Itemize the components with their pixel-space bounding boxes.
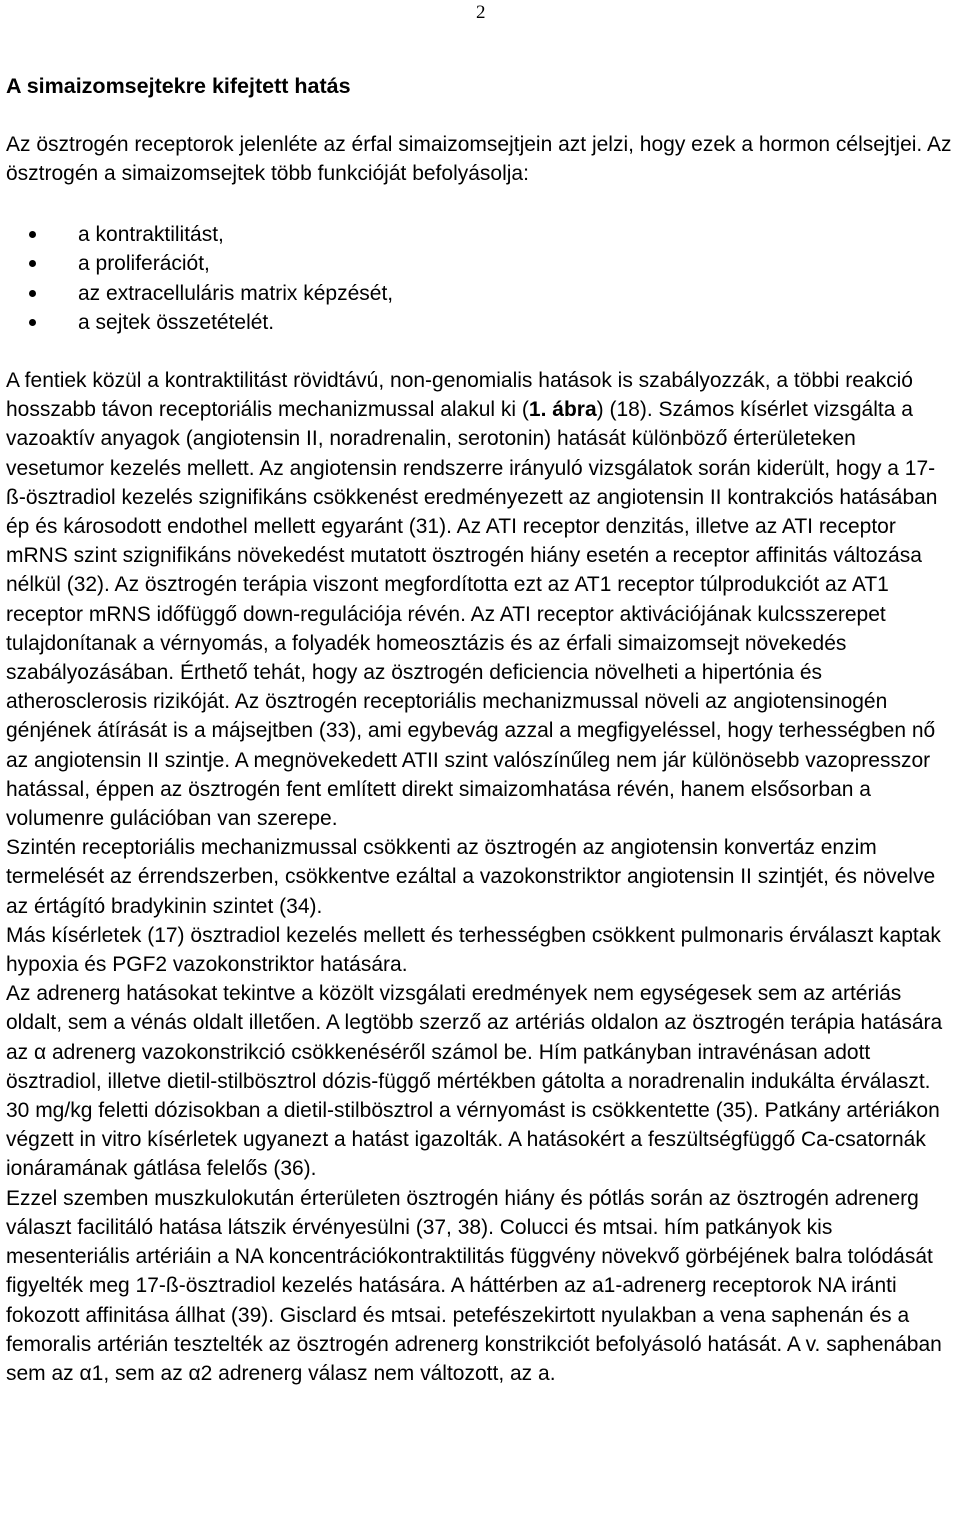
list-item-text: a sejtek összetételét. [78, 310, 275, 334]
list-item [6, 249, 393, 278]
bullet-icon [29, 260, 36, 267]
paragraph-muscular: Ezzel szemben muszkulokután érterületen ösztrogén hiány és pótlás során az ösztrogén adrenerg választ facilitáló hatása látszik érvényesülni (37, 38). Colucci és mtsai. hím patkányok kis mesenteriális artériáin a NA koncentrációkontraktilitás függvény növekvő görbéjének balra tolódását figyelték meg 17-ß-ösztradiol kezelés hatására. A háttérben az a1-adrenerg receptorok NA iránti fokozott affinitása állhat (39). Gisclard és mtsai. petefészekirtott nyulakban a vena saphenán és a femoralis artérián tesztelték az ösztrogén adrenerg konstrikciót befolyásoló hatását. A v. saphenában sem az α1, sem az α2 adrenerg válasz nem változott, az a. [6, 1186, 942, 1385]
paragraph-text: A fentiek közül a kontraktilitást rövidtávú, non-genomialis hatások is szabályozzák, a többi reakció hosszabb távon receptoriális mechanizmussal alakul ki ( [6, 369, 913, 422]
bullet-icon [29, 231, 36, 238]
section-heading: A simaizomsejtekre kifejtett hatás [6, 74, 351, 98]
list-item [6, 279, 393, 308]
body-text [6, 366, 958, 1388]
list-item-text: az extracelluláris matrix képzését, [78, 281, 394, 305]
intro-paragraph: Az ösztrogén receptorok jelenléte az érfal simaizomsejtjein azt jelzi, hogy ezek a hormon célsejtjei. Az ösztrogén a simaizomsejtek több funkcióját befolyásolja: [6, 133, 952, 186]
figure-reference: 1. ábra [528, 398, 597, 422]
list-item [6, 220, 393, 249]
list-item-text: a proliferációt, [78, 252, 210, 276]
function-list [6, 220, 393, 337]
bullet-icon [29, 319, 36, 326]
paragraph-contractility [6, 366, 958, 833]
list-item [6, 308, 393, 337]
paragraph-ace: Szintén receptoriális mechanizmussal csökkenti az ösztrogén az angiotensin konvertáz enzim termelését az érrendszerben, csökkentve ezáltal a vazokonstriktor angiotensin II szintjét, és növelve az értágító bradykinin szintet (34). [6, 836, 936, 918]
bullet-icon [29, 290, 36, 297]
paragraph-adrenergic: Az adrenerg hatásokat tekintve a közölt vizsgálati eredmények nem egységesek sem az artériás oldalt, sem a vénás oldalt illetően. A legtöbb szerző az artériás oldalon az ösztrogén terápia hatására az α adrenerg vazokonstrikció csökkenéséről számol be. Hím patkányban intravénásan adott ösztradiol, illetve dietil-stilbösztrol dózis-függő mértékben gátolta a noradrenalin indukálta érválaszt. 30 mg/kg feletti dózisokban a dietil-stilbösztrol a vérnyomást is csökkentette (35). Patkány artériákon végzett in vitro kísérletek ugyanezt a hatást igazolták. A hatásokért a feszültségfüggő Ca-csatornák ionáramának gátlása felelős (36). [6, 982, 943, 1181]
paragraph-text: ) (18). Számos kísérlet vizsgálta a vazoaktív anyagok (angiotensin II, noradrenalin, serotonin) hatását különböző érterületeken vesetumor kezelés mellett. Az angiotensin rendszerre irányuló vizsgálatok során kiderült, hogy a 17- ß-ösztradiol kezelés szignifikáns csökkenést eredményezett az angiotensin II kontrakciós hatásában ép és károsodott endothel mellett egyaránt (31). Az ATI receptor denzitás, illetve az ATI receptor mRNS szint szignifikáns növekedést mutatott ösztrogén hiány esetén a receptor affinitás változása nélkül (32). Az ösztrogén terápia viszont megfordította ezt az AT1 receptor túlprodukciót az AT1 receptor mRNS időfüggő down-regulációja révén. Az ATI receptor aktivációjának kulcsszerepet tulajdonítanak a vérnyomás, a folyadék homeosztázis és az érfali simaizomsejt növekedés szabályozásában. Érthető tehát, hogy az ösztrogén deficiencia növelheti a hipertónia és atherosclerosis rizikóját. Az ösztrogén receptoriális mechanizmussal növeli az angiotensinogén génjének átírását is a májsejtben (33), ami egybevág azzal a megfigyeléssel, hogy terhességben nő az angiotensin II szintje. A megnövekedett ATII szint valószínűleg nem jár különösebb vazopresszor hatással, éppen az ösztrogén fent említett direkt simaizomhatása révén, hanem elsősorban a volumenre gulációban van szerepe. [6, 398, 938, 831]
list-item-text: a kontraktilitást, [78, 223, 224, 246]
paragraph-pulmonary: Más kísérletek (17) ösztradiol kezelés mellett és terhességben csökkent pulmonaris érválaszt kaptak hypoxia és PGF2 vazokonstriktor hatására. [6, 923, 941, 977]
page-number: 2 [476, 2, 486, 23]
